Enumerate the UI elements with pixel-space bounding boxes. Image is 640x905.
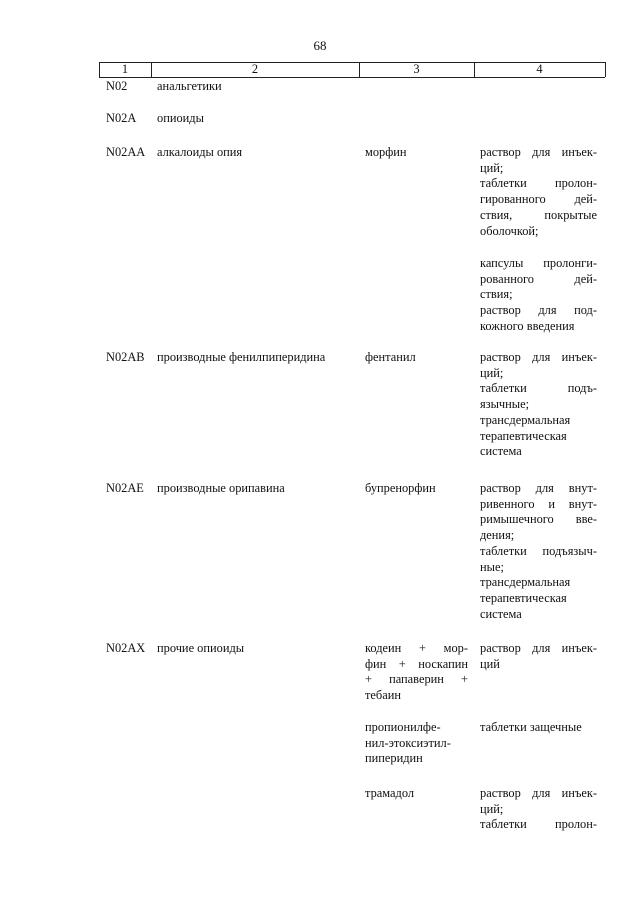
drug-name: [365, 641, 468, 704]
atc-group-name: производные орипавина: [157, 481, 285, 495]
drug-name-line: кодеин + мор-: [365, 641, 468, 655]
atc-code: N02AX: [106, 641, 146, 655]
atc-group-name: опиоиды: [157, 111, 204, 125]
drug-name-line: пропионилфе-: [365, 720, 441, 734]
dosage-forms: [480, 720, 597, 736]
dosage-forms: [480, 145, 597, 239]
atc-code: N02A: [106, 111, 137, 125]
dosage-form-line: система: [480, 606, 522, 621]
dosage-form-line: таблетки пролон-: [480, 176, 597, 191]
dosage-form-line: ствия;: [480, 287, 513, 302]
drug-name: бупренорфин: [365, 481, 436, 495]
dosage-form-line: рованного дей-: [480, 271, 597, 286]
drug-name-line: пиперидин: [365, 751, 423, 766]
dosage-forms: [480, 350, 597, 460]
dosage-form-line: раствор для под-: [480, 303, 597, 318]
atc-code: N02AA: [106, 145, 146, 159]
drug-name-line: фин + носкапин: [365, 656, 468, 671]
header-col-4: 4: [536, 62, 543, 76]
dosage-form-line: раствор для инъек-: [480, 350, 597, 364]
dosage-form-line: система: [480, 444, 522, 459]
atc-group-name: алкалоиды опия: [157, 145, 243, 159]
header-bottom-border: [99, 77, 605, 78]
dosage-form-line: ствия, покрытые: [480, 207, 597, 222]
dosage-form-line: раствор для инъек-: [480, 786, 597, 800]
dosage-form-line: трансдермальная: [480, 412, 571, 427]
drug-name-line: тебаин: [365, 688, 401, 703]
dosage-form-line: ций;: [480, 365, 504, 380]
dosage-form-line: таблетки подъязыч-: [480, 543, 597, 558]
drug-name-line: + папаверин +: [365, 672, 468, 687]
dosage-form-line: таблетки пролон-: [480, 817, 597, 832]
atc-code: N02AE: [106, 481, 144, 495]
dosage-form-line: ные;: [480, 559, 504, 574]
dosage-form-line: оболочкой;: [480, 223, 539, 238]
header-col-3: 3: [413, 62, 420, 76]
atc-group-name: прочие опиоиды: [157, 641, 245, 655]
drug-name-line: нил-этоксиэтил-: [365, 735, 451, 750]
dosage-form-line: язычные;: [480, 397, 530, 412]
drug-name: морфин: [365, 145, 407, 159]
atc-code: N02AB: [106, 350, 145, 364]
dosage-form-line: ций;: [480, 801, 504, 816]
dosage-forms: [480, 481, 597, 622]
page-number: 68: [313, 38, 327, 53]
header-col-1: 1: [121, 62, 129, 76]
drug-name: фентанил: [365, 350, 416, 364]
header-col-2: 2: [251, 62, 259, 76]
dosage-form-line: капсулы пролонги-: [480, 256, 597, 270]
header-divider: [605, 62, 606, 77]
dosage-form-line: таблетки подъ-: [480, 381, 597, 396]
dosage-form-line: римышечного вве-: [480, 512, 597, 527]
dosage-form-line: дения;: [480, 528, 515, 543]
dosage-form-line: кожного введения: [480, 318, 575, 333]
atc-group-name: производные фенилпиперидина: [157, 350, 326, 364]
dosage-form-line: терапевтическая: [480, 428, 567, 443]
dosage-form-line: ций: [480, 656, 500, 671]
atc-group-name: анальгетики: [157, 79, 222, 93]
dosage-form-line: раствор для внут-: [480, 481, 597, 495]
dosage-forms: [480, 256, 597, 335]
dosage-form-line: раствор для инъек-: [480, 145, 597, 159]
dosage-form-line: трансдермальная: [480, 575, 571, 590]
dosage-form-line: таблетки защечные: [480, 720, 582, 734]
dosage-form-line: ривенного и внут-: [480, 496, 597, 511]
dosage-form-line: ций;: [480, 160, 504, 175]
drug-name: [365, 720, 468, 767]
drug-name: трамадол: [365, 786, 415, 800]
atc-code: N02: [106, 79, 128, 93]
dosage-form-line: терапевтическая: [480, 590, 567, 605]
dosage-forms: [480, 641, 597, 672]
dosage-forms: [480, 786, 597, 833]
dosage-form-line: раствор для инъек-: [480, 641, 597, 655]
dosage-form-line: гированного дей-: [480, 192, 597, 207]
